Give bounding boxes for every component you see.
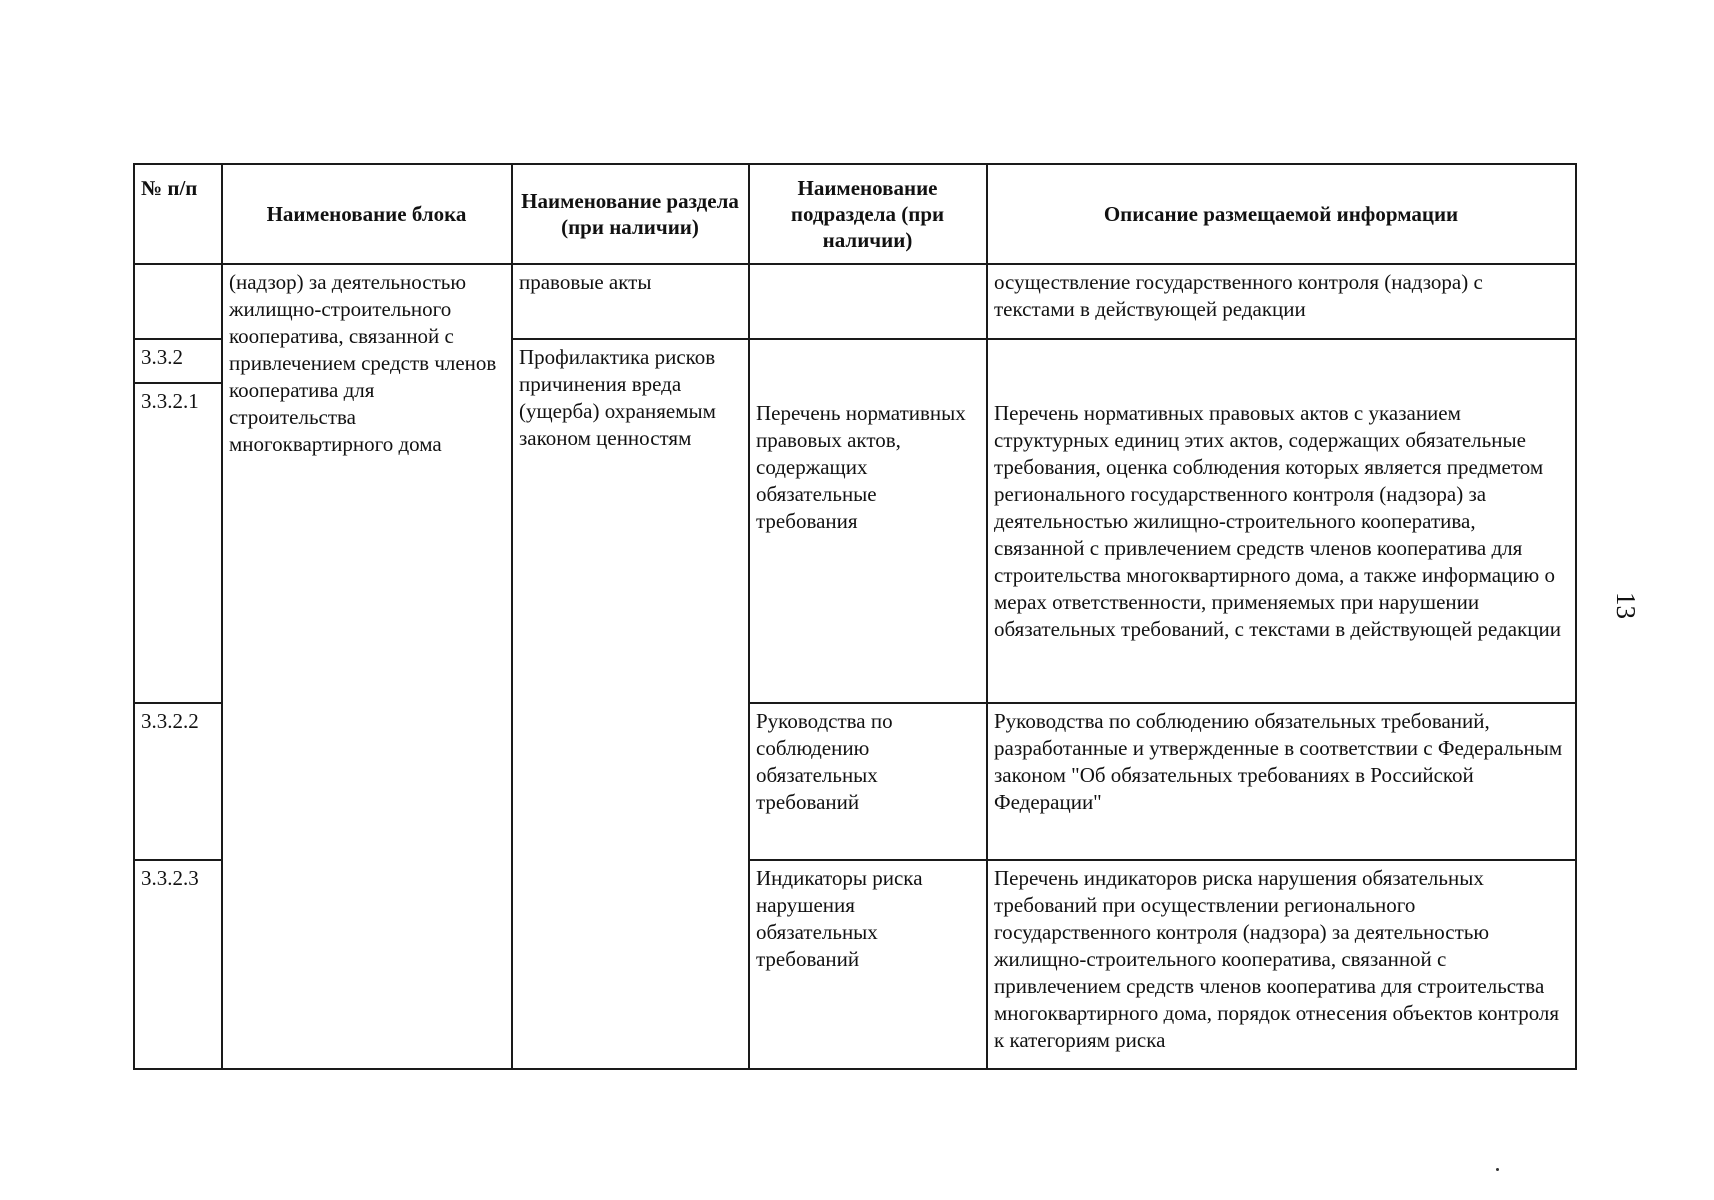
description-cell: Перечень нормативных правовых актов с указанием структурных единиц этих актов, содержащих обязательные требования, оценка соблюдения которых является предметом регионального государственного контроля (надзора) за деятельностью жилищно-строительного кооператива, связанной с привлечением средств членов кооператива для строительства многоквартирного дома, а также информацию о мерах ответственности, применяемых при нарушении обязательных требований, с текстами в действующей редакции [987,339,1576,703]
section-cell: Профилактика рисков причинения вреда (ущерба) охраняемым законом ценностям [512,339,749,1069]
description-cell: осуществление государственного контроля (надзора) с текстами в действующей редакции [987,264,1576,339]
scan-dot [1496,1168,1499,1171]
header-subsection-name: Наименование подраздела (при наличии) [749,164,987,264]
header-number: № п/п [134,164,222,264]
header-section-name: Наименование раздела (при наличии) [512,164,749,264]
header-description: Описание размещаемой информации [987,164,1576,264]
section-cell: правовые акты [512,264,749,339]
header-block-name: Наименование блока [222,164,512,264]
block-name-cell: (надзор) за деятельностью жилищно-строительного кооператива, связанной с привлечением средств членов кооператива для строительства многоквартирного дома [222,264,512,1069]
row-number: 3.3.2 [134,339,222,383]
subsection-cell: Индикаторы риска нарушения обязательных требований [749,860,987,1069]
subsection-cell: Перечень нормативных правовых актов, содержащих обязательные требования [749,339,987,703]
table-header-row [134,164,1576,264]
row-number [134,264,222,339]
row-number: 3.3.2.1 [134,383,222,703]
page-number: 13 [1611,592,1641,619]
description-cell: Руководства по соблюдению обязательных требований, разработанные и утвержденные в соответствии с Федеральным законом "Об обязательных требованиях в Российской Федерации" [987,703,1576,860]
subsection-cell [749,264,987,339]
subsection-cell: Руководства по соблюдению обязательных требований [749,703,987,860]
requirements-table [133,163,1577,1070]
table-row [134,264,1576,339]
row-number: 3.3.2.3 [134,860,222,1069]
description-cell: Перечень индикаторов риска нарушения обязательных требований при осуществлении регионального государственного контроля (надзора) за деятельностью жилищно-строительного кооператива, связанной с привлечением средств членов кооператива для строительства многоквартирного дома, порядок отнесения объектов контроля к категориям риска [987,860,1576,1069]
row-number: 3.3.2.2 [134,703,222,860]
